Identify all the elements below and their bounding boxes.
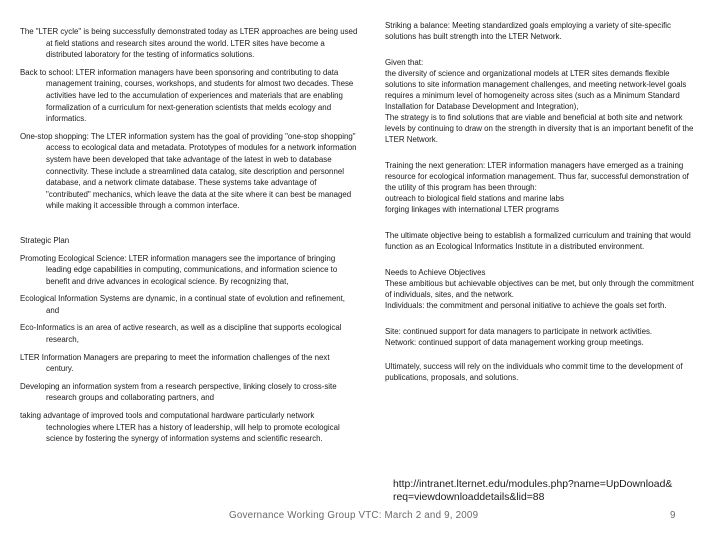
commitment-statement: These ambitious but achievable objectives can be met, but only through the commitment of individuals, sites, and the network. [385,279,694,299]
site-network-paragraph [385,326,697,348]
one-stop-shopping-paragraph: One-stop shopping: The LTER information system has the goal of providing "one-stop shopping" access to ecological data and metadata. Prototypes of modules for a network information system have been developed that take advantage of the latest in web to database connectivity. These include a streamlined data catalog, site description and personnel database, and a network climate database. These systems take advantage of "contributed" mechanics, which leave the data at the site where it can best be managed while making it accessible through a common interface. [20,131,357,211]
information-managers-item: LTER Information Managers are preparing to meet the information challenges of the next century. [20,352,330,374]
download-link[interactable]: http://intranet.lternet.edu/modules.php?name=UpDownload&req=viewdownloaddetails&lid=88 [393,479,673,503]
linkages-item: forging linkages with international LTER programs [385,205,559,214]
promoting-ecological-science-paragraph: Promoting Ecological Science: LTER information managers see the importance of bringing leading edge capabilities in computing, communications, and information science to benefit and drive advances in ecological science. By recognizing that, [20,253,338,286]
given-that-paragraph [385,57,697,145]
striking-a-balance-paragraph: Striking a balance: Meeting standardized goals employing a variety of site-specific solutions has built strength into the LTER Network. [385,21,671,41]
left-column [20,26,358,451]
training-next-generation-paragraph [385,160,697,215]
training-intro: Training the next generation: LTER information managers have emerged as a training resource for ecological information management. Thus far, successful demonstration of the utility of this program has been through: [385,161,689,192]
strategic-plan-heading: Strategic Plan [20,235,70,245]
research-perspective-item: Developing an information system from a research perspective, linking closely to cross-site research groups and collaborating partners, and [20,381,337,403]
eco-informatics-item: Eco-Informatics is an area of active research, as well as a discipline that supports ecological research, [20,323,342,345]
diversity-statement: the diversity of science and organizational models at LTER sites demands flexible solutions to site information management challenges, and meeting network-level goals requires a minimum level of homogeneity across sites (such as a Minimum Standard Installation for Database Development and Integration), [385,69,687,111]
ultimately-paragraph: Ultimately, success will rely on the individuals who commit time to the development of publications, proposals, and solutions. [385,362,683,382]
improved-tools-item: taking advantage of improved tools and computational hardware particularly network technologies where LTER has a history of leadership, will help to promote ecological science by fostering the synergy of information systems and scientific research. [20,411,340,444]
given-that-label: Given that: [385,58,424,67]
outreach-item: outreach to biological field stations and marine labs [385,194,564,203]
ultimate-objective-paragraph: The ultimate objective being to establish a formalized curriculum and training that would function as an Ecological Informatics Institute in a distributed environment. [385,231,691,251]
back-to-school-paragraph: Back to school: LTER information managers have been sponsoring and contributing to data management training, courses, workshops, and students for almost two decades. These activities have led to the accumulation of experiences and materials that are enabling formalization of a curriculum for next-generation scientists that melds ecology and informatics. [20,67,354,124]
needs-to-achieve-paragraph [385,267,697,311]
ecological-information-systems-item: Ecological Information Systems are dynamic, in a continual state of evolution and refinement, and [20,294,346,315]
network-statement: Network: continued support of data management working group meetings. [385,338,644,347]
individuals-statement: Individuals: the commitment and personal initiative to achieve the goals set forth. [385,301,667,310]
footer-text: Governance Working Group VTC: March 2 and 9, 2009 [229,510,479,521]
strategy-statement: The strategy is to find solutions that are viable and beneficial at both site and network levels by continuing to draw on the strength in diversity that is an important benefit of the LTER Network. [385,113,694,144]
page-number: 9 [670,510,676,521]
right-column [385,20,697,398]
lter-cycle-paragraph: The "LTER cycle" is being successfully demonstrated today as LTER approaches are being used at field stations and research sites around the world. LTER sites have become a distributed laboratory for the testing of informatics solutions. [20,27,358,60]
site-statement: Site: continued support for data managers to participate in network activities. [385,327,653,336]
section-spacer [20,218,358,235]
needs-heading: Needs to Achieve Objectives [385,268,486,277]
